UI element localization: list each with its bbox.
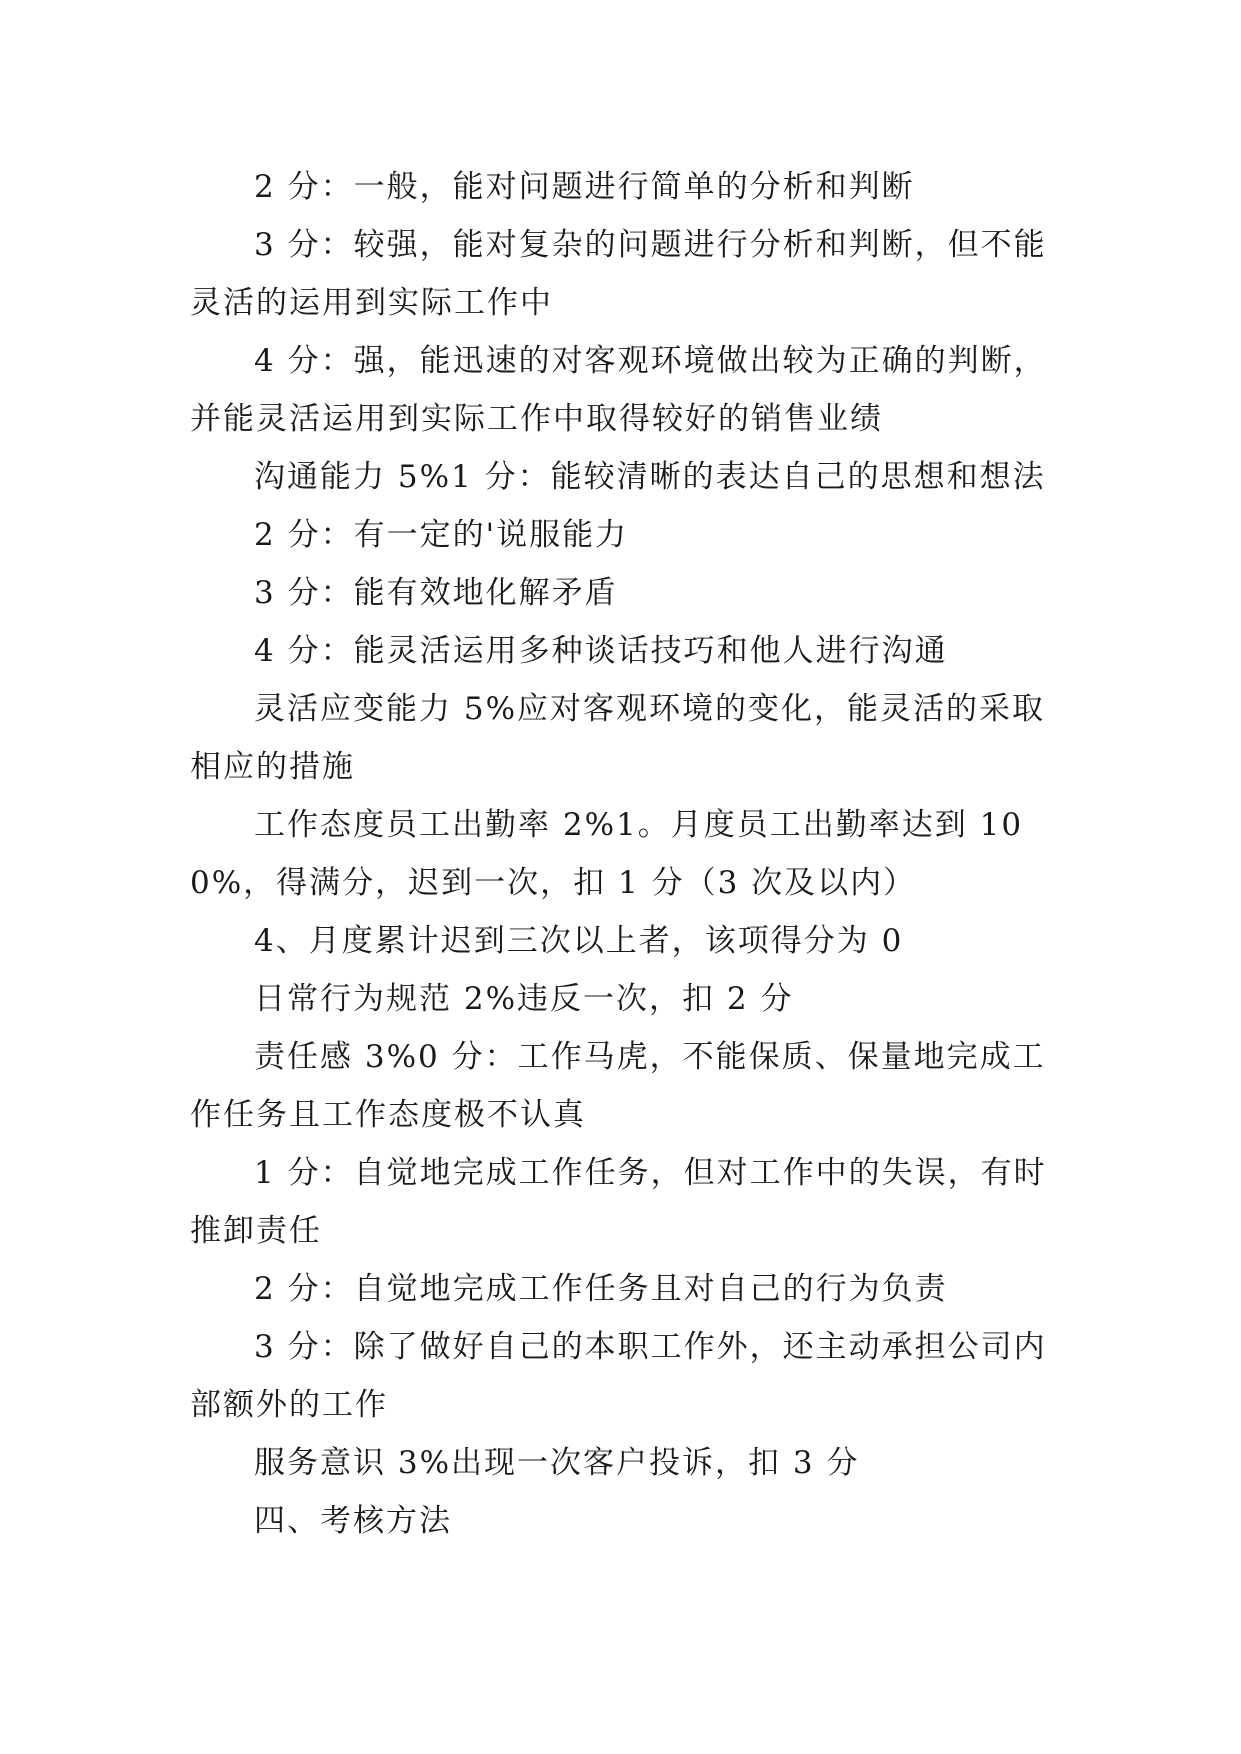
paragraph: 日常行为规范 2%违反一次，扣 2 分: [254, 981, 794, 1017]
paragraph: 4、月度累计迟到三次以上者，该项得分为 0: [254, 923, 904, 959]
paragraph: 1 分：自觉地完成工作任务，但对工作中的失误，有时推卸责任: [190, 1155, 1047, 1249]
paragraph: 灵活应变能力 5%应对客观环境的变化，能灵活的采取相应的措施: [190, 691, 1046, 785]
paragraph: 2 分：自觉地完成工作任务且对自己的行为负责: [254, 1271, 948, 1307]
paragraph: 3 分：除了做好自己的本职工作外，还主动承担公司内部额外的工作: [190, 1329, 1047, 1423]
paragraph: 3 分：较强，能对复杂的问题进行分析和判断，但不能灵活的运用到实际工作中: [190, 227, 1047, 321]
section-heading: 四、考核方法: [254, 1503, 452, 1539]
paragraph: 3 分：能有效地化解矛盾: [254, 575, 618, 611]
paragraph: 服务意识 3%出现一次客户投诉，扣 3 分: [254, 1445, 860, 1481]
document-body: [190, 158, 1060, 1550]
paragraph: 4 分：能灵活运用多种谈话技巧和他人进行沟通: [254, 633, 948, 669]
paragraph: 4 分：强，能迅速的对客观环境做出较为正确的判断，并能灵活运用到实际工作中取得较好的销售业绩: [190, 343, 1047, 437]
paragraph: 2 分：一般，能对问题进行简单的分析和判断: [254, 169, 915, 205]
paragraph: 工作态度员工出勤率 2%1。月度员工出勤率达到 100%，得满分，迟到一次，扣 1 分（3 次及以内）: [190, 807, 1024, 901]
paragraph: 沟通能力 5%1 分：能较清晰的表达自己的思想和想法: [254, 459, 1046, 495]
paragraph: 2 分：有一定的'说服能力: [254, 517, 629, 553]
paragraph: 责任感 3%0 分：工作马虎，不能保质、保量地完成工作任务且工作态度极不认真: [190, 1039, 1046, 1133]
